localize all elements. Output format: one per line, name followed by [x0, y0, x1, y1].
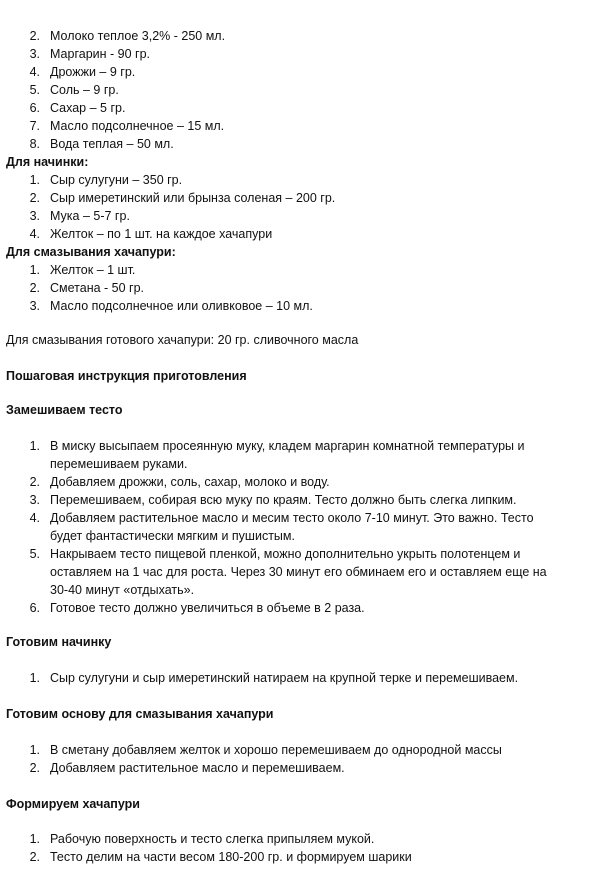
list-item-text: Соль – 9 гр. [50, 83, 119, 97]
list-item-text: Тесто делим на части весом 180-200 гр. и формируем шарики [50, 850, 412, 864]
list-number: 5. [29, 547, 40, 561]
list-number: 1. [29, 439, 40, 453]
list-item-text: перемешиваем руками. [50, 457, 188, 471]
list-item-text: Перемешиваем, собирая всю муку по краям. Тесто должно быть слегка липким. [50, 493, 517, 507]
list-item-text: Масло подсолнечное – 15 мл. [50, 119, 225, 133]
list-item-text: Сыр сулугуни – 350 гр. [50, 173, 183, 187]
list-item-text: Молоко теплое 3,2% - 250 мл. [50, 29, 226, 43]
list-number: 1. [29, 173, 40, 187]
list-item-text: Добавляем растительное масло и месим тесто около 7-10 минут. Это важно. Тесто [50, 511, 534, 525]
list-item-text: Мука – 5-7 гр. [50, 209, 130, 223]
list-number: 1. [29, 832, 40, 846]
list-item-text: Рабочую поверхность и тесто слегка припыляем мукой. [50, 832, 375, 846]
list-item-text: Дрожжи – 9 гр. [50, 65, 136, 79]
section-heading-knead: Замешиваем тесто [6, 403, 123, 417]
section-heading-coating: Для смазывания хачапури: [6, 245, 176, 259]
list-number: 2. [29, 281, 40, 295]
list-number: 2. [29, 191, 40, 205]
list-number: 3. [29, 47, 40, 61]
list-number: 4. [29, 227, 40, 241]
list-number: 2. [29, 475, 40, 489]
list-number: 7. [29, 119, 40, 133]
list-number: 5. [29, 83, 40, 97]
list-item-text: Добавляем растительное масло и перемешиваем. [50, 761, 345, 775]
list-item-text: Сахар – 5 гр. [50, 101, 126, 115]
list-item-text: В миску высыпаем просеянную муку, кладем маргарин комнатной температуры и [50, 439, 525, 453]
list-item-text: Масло подсолнечное или оливковое – 10 мл. [50, 299, 313, 313]
list-number: 3. [29, 493, 40, 507]
list-number: 3. [29, 299, 40, 313]
list-number: 8. [29, 137, 40, 151]
instruction-heading: Пошаговая инструкция приготовления [6, 369, 247, 383]
list-number: 2. [29, 29, 40, 43]
list-item-text: Сыр имеретинский или брынза соленая – 200 гр. [50, 191, 336, 205]
list-number: 4. [29, 511, 40, 525]
section-heading-prep-coating: Готовим основу для смазывания хачапури [6, 707, 274, 721]
list-number: 2. [29, 761, 40, 775]
list-item-text: Маргарин - 90 гр. [50, 47, 150, 61]
list-number: 3. [29, 209, 40, 223]
list-number: 6. [29, 601, 40, 615]
section-heading-prep-filling: Готовим начинку [6, 635, 112, 649]
list-number: 1. [29, 743, 40, 757]
list-item-text: Вода теплая – 50 мл. [50, 137, 174, 151]
list-number: 1. [29, 263, 40, 277]
list-number: 1. [29, 671, 40, 685]
list-number: 6. [29, 101, 40, 115]
list-number: 2. [29, 850, 40, 864]
list-item-text: Накрываем тесто пищевой пленкой, можно дополнительно укрыть полотенцем и [50, 547, 521, 561]
list-item-text: Сыр сулугуни и сыр имеретинский натираем на крупной терке и перемешиваем. [50, 671, 519, 685]
list-item-text: 30-40 минут «отдыхать». [50, 583, 195, 597]
section-heading-form: Формируем хачапури [6, 797, 140, 811]
list-item-text: Готовое тесто должно увеличиться в объеме в 2 раза. [50, 601, 365, 615]
list-item-text: будет фантастически мягким и пушистым. [50, 529, 295, 543]
list-number: 4. [29, 65, 40, 79]
section-heading-filling: Для начинки: [6, 155, 89, 169]
list-item-text: Желток – по 1 шт. на каждое хачапури [50, 227, 273, 241]
list-item-text: оставляем на 1 час для роста. Через 30 минут его обминаем его и оставляем еще на [50, 565, 547, 579]
list-item-text: В сметану добавляем желток и хорошо перемешиваем до однородной массы [50, 743, 502, 757]
list-item-text: Желток – 1 шт. [50, 263, 136, 277]
list-item-text: Добавляем дрожжи, соль, сахар, молоко и воду. [50, 475, 330, 489]
finished-note: Для смазывания готового хачапури: 20 гр. сливочного масла [6, 333, 359, 347]
list-item-text: Сметана - 50 гр. [50, 281, 145, 295]
